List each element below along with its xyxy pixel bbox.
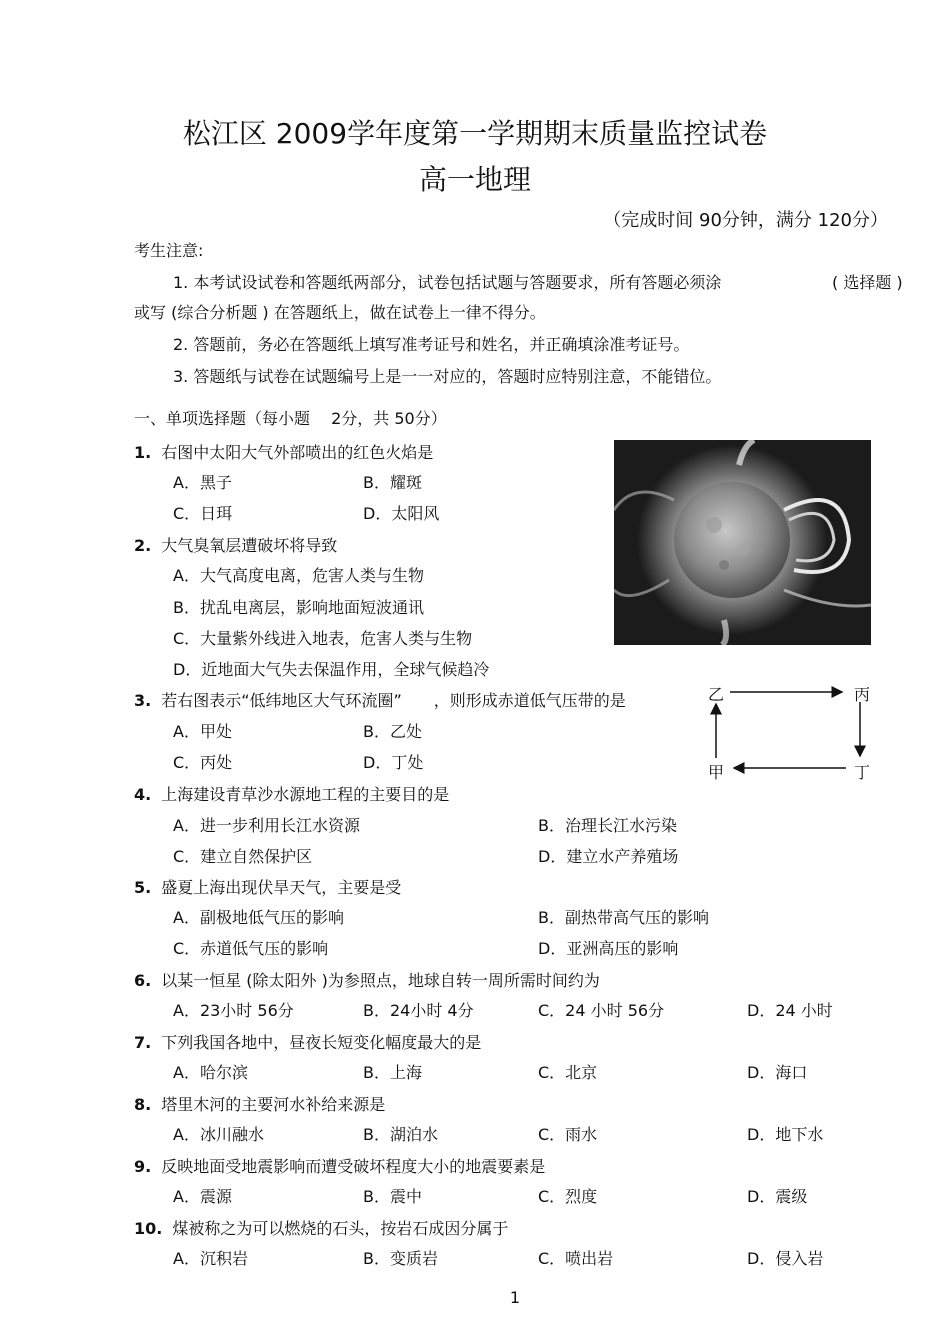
section-heading: 一、单项选择题（每小题 2分，共 50分） [134, 409, 447, 428]
option-b: B．治理长江水污染 [538, 816, 677, 835]
exam-time-info: （完成时间 90分钟，满分 120分） [603, 210, 888, 231]
option-b: B．24小时 4分 [363, 1001, 474, 1020]
option-b: B．扰乱电离层，影响地面短波通讯 [173, 598, 424, 617]
question-stem: 反映地面受地震影响而遭受破坏程度大小的地震要素是 [161, 1157, 546, 1176]
question-stem: 下列我国各地中，昼夜长短变化幅度最大的是 [161, 1033, 482, 1052]
option-a: A．沉积岩 [173, 1249, 248, 1268]
option-a: A．甲处 [173, 722, 232, 741]
question-number: 10. [134, 1219, 163, 1238]
option-b: B．变质岩 [363, 1249, 438, 1268]
notice-item-3: 3. 答题纸与试卷在试题编号上是一一对应的，答题时应特别注意，不能错位。 [173, 367, 722, 386]
question-10 [134, 1216, 508, 1239]
option-b: B．湖泊水 [363, 1125, 438, 1144]
option-d: D．太阳风 [363, 504, 440, 523]
question-stem: 右图中太阳大气外部喷出的红色火焰是 [161, 443, 434, 462]
option-d: D．近地面大气失去保温作用，全球气候趋冷 [173, 660, 490, 679]
option-c: C．建立自然保护区 [173, 847, 313, 866]
question-number: 4. [134, 785, 152, 804]
question-stem: 盛夏上海出现伏旱天气，主要是受 [161, 878, 402, 897]
notice-heading: 考生注意: [134, 241, 204, 260]
option-d: D．地下水 [747, 1125, 824, 1144]
option-b: B．副热带高气压的影响 [538, 908, 709, 927]
notice-item-2: 2. 答题前，务必在答题纸上填写准考证号和姓名，并正确填涂准考证号。 [173, 335, 690, 354]
option-c: C．雨水 [538, 1125, 598, 1144]
question-9 [134, 1154, 545, 1177]
option-b: B．乙处 [363, 722, 422, 741]
option-b: B．震中 [363, 1187, 422, 1206]
question-1 [134, 440, 433, 463]
question-stem: 大气臭氧层遭破坏将导致 [161, 536, 338, 555]
question-2 [134, 533, 337, 556]
question-number: 2. [134, 536, 152, 555]
option-d: D．建立水产养殖场 [538, 847, 679, 866]
exam-title: 松江区 2009学年度第一学期期末质量监控试卷 [182, 117, 768, 150]
question-8 [134, 1092, 385, 1115]
option-d: D．24 小时 [747, 1001, 833, 1020]
label-bing: 丙 [854, 685, 871, 704]
option-c: C．大量紫外线进入地表，危害人类与生物 [173, 629, 473, 648]
label-yi: 乙 [708, 685, 725, 704]
question-5 [134, 875, 401, 898]
option-d: D．亚洲高压的影响 [538, 939, 679, 958]
circulation-diagram [700, 680, 880, 785]
option-c: C．北京 [538, 1063, 598, 1082]
question-number: 1. [134, 443, 152, 462]
option-a: A．震源 [173, 1187, 232, 1206]
notice-item-1b: 或写 (综合分析题 ) 在答题纸上，做在试卷上一律不得分。 [134, 303, 546, 322]
question-6 [134, 968, 600, 991]
notice-item-1-tag: ( 选择题 ) [832, 273, 903, 292]
question-number: 5. [134, 878, 152, 897]
exam-subject: 高一地理 [418, 163, 531, 196]
question-stem: 上海建设青草沙水源地工程的主要目的是 [161, 785, 450, 804]
label-ding: 丁 [854, 763, 871, 782]
option-a: A．哈尔滨 [173, 1063, 248, 1082]
question-number: 3. [134, 691, 152, 710]
option-a: A．23小时 56分 [173, 1001, 294, 1020]
question-stem: 煤被称之为可以燃烧的石头，按岩石成因分属于 [172, 1219, 509, 1238]
page-number: 1 [509, 1288, 521, 1307]
option-c: C．喷出岩 [538, 1249, 614, 1268]
option-c: C．烈度 [538, 1187, 598, 1206]
option-b: B．上海 [363, 1063, 422, 1082]
option-a: A．副极地低气压的影响 [173, 908, 344, 927]
option-a: A．进一步利用长江水资源 [173, 816, 360, 835]
option-c: C．日珥 [173, 504, 233, 523]
question-number: 8. [134, 1095, 152, 1114]
question-number: 7. [134, 1033, 152, 1052]
option-d: D．震级 [747, 1187, 808, 1206]
option-c: C．24 小时 56分 [538, 1001, 665, 1020]
question-3 [134, 688, 626, 711]
question-stem: 塔里木河的主要河水补给来源是 [161, 1095, 386, 1114]
question-stem: 若右图表示“低纬地区大气环流圈” ，则形成赤道低气压带的是 [161, 691, 626, 710]
option-d: D．侵入岩 [747, 1249, 824, 1268]
option-c: C．丙处 [173, 753, 233, 772]
option-c: C．赤道低气压的影响 [173, 939, 329, 958]
option-b: B．耀斑 [363, 473, 422, 492]
question-4 [134, 782, 449, 805]
option-d: D．海口 [747, 1063, 808, 1082]
option-d: D．丁处 [363, 753, 424, 772]
question-stem: 以某一恒星 (除太阳外 )为参照点，地球自转一周所需时间约为 [161, 971, 600, 990]
question-number: 6. [134, 971, 152, 990]
notice-item-1a: 1. 本考试设试卷和答题纸两部分，试卷包括试题与答题要求，所有答题必须涂 [173, 273, 722, 292]
question-7 [134, 1030, 481, 1053]
option-a: A．冰川融水 [173, 1125, 264, 1144]
question-number: 9. [134, 1157, 152, 1176]
option-a: A．大气高度电离，危害人类与生物 [173, 566, 424, 585]
label-jia: 甲 [708, 763, 725, 782]
sun-prominence-image [614, 440, 871, 645]
option-a: A．黑子 [173, 473, 232, 492]
